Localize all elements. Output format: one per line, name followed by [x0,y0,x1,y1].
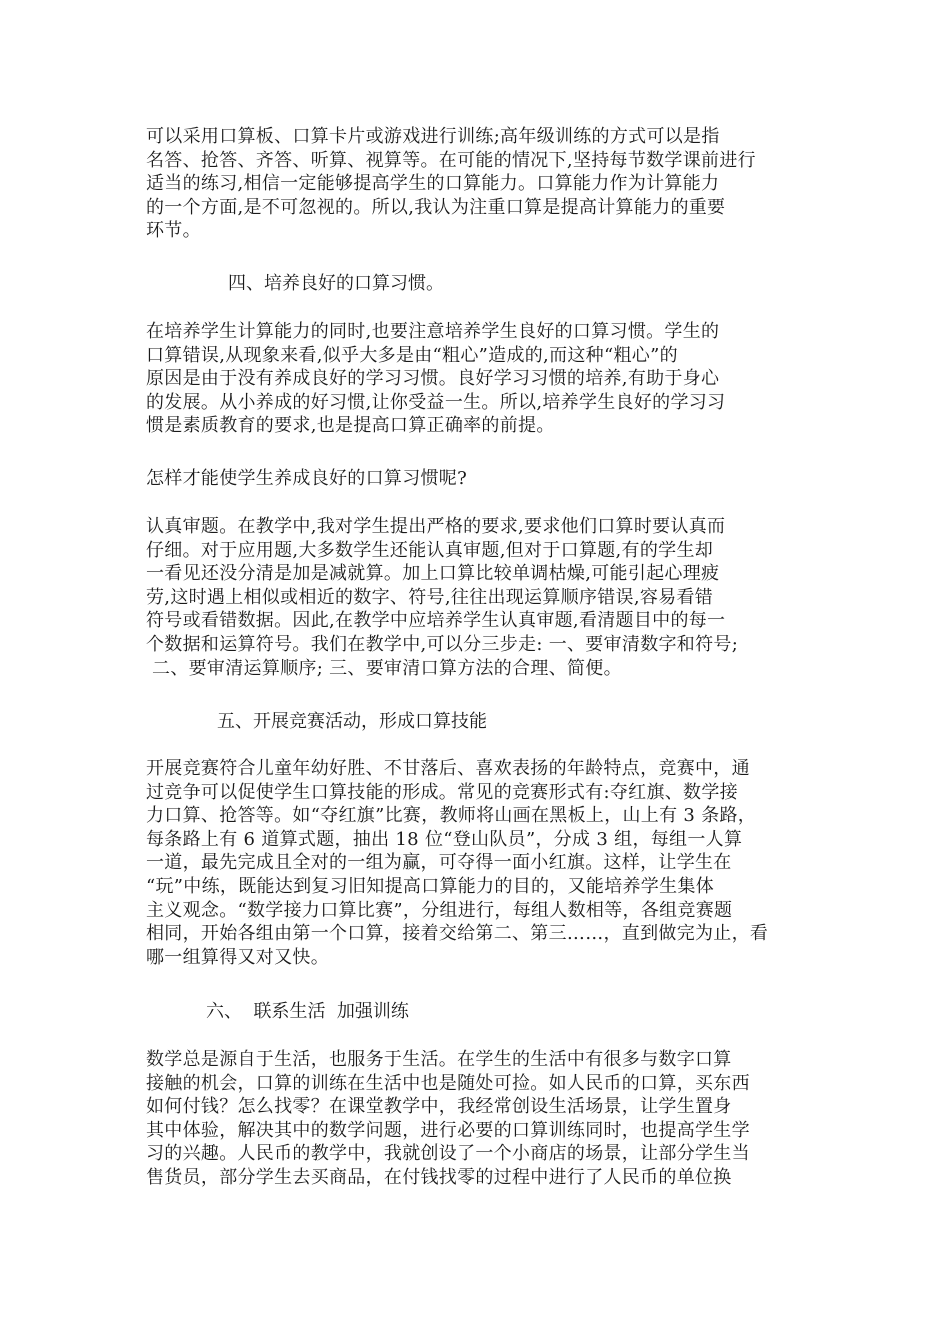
text-line: 其中体验，解决其中的数学问题，进行必要的口算训练同时，也提高学生学 [146,1119,750,1141]
text-line: 一道，最先完成且全对的一组为赢，可夺得一面小红旗。这样，让学生在 [146,852,732,874]
text-line: 仔细。对于应用题,大多数学生还能认真审题,但对于口算题,有的学生却 [146,539,714,561]
text-line: 过竞争可以促使学生口算技能的形成。常见的竞赛形式有:夺红旗、数学接 [146,781,738,803]
text-line: 原因是由于没有养成良好的学习习惯。良好学习习惯的培养,有助于身心 [146,368,720,390]
section-heading-4: 四、培养良好的口算习惯。 [228,273,444,294]
text-line: 每条路上有 6 道算式题，抽出 18 位“登山队员”，分成 3 组，每组一人算 [146,828,743,850]
text-line: 接触的机会，口算的训练在生活中也是随处可捡。如人民币的口算，买东西 [146,1072,750,1094]
text-line: 的一个方面,是不可忽视的。所以,我认为注重口算是提高计算能力的重要 [146,196,726,218]
paragraph-2 [146,320,814,438]
text-line: 开展竞赛符合儿童年幼好胜、不甘落后、喜欢表扬的年龄特点，竞赛中，通 [146,758,750,779]
text-line: 的发展。从小养成的好习惯,让你受益一生。所以,培养学生良好的学习习 [146,391,726,413]
text-line: 环节。 [146,220,201,242]
text-line: 习的兴趣。人民币的教学中，我就创设了一个小商店的场景，让部分学生当 [146,1143,750,1165]
text-line: 数学总是源自于生活，也服务于生活。在学生的生活中有很多与数字口算 [146,1049,732,1070]
text-line: 哪一组算得又对又快。 [146,946,329,968]
text-line: 惯是素质教育的要求,也是提高口算正确率的前提。 [146,415,555,437]
text-line: 一看见还没分清是加是减就算。加上口算比较单调枯燥,可能引起心理疲 [146,563,720,585]
section-heading-6: 六、 联系生活 加强训练 [206,1001,409,1022]
text-line: 相同，开始各组由第一个口算，接着交给第二、第三……，直到做完为止，看 [146,923,769,945]
text-line: 在培养学生计算能力的同时,也要注意培养学生良好的口算习惯。学生的 [146,321,720,342]
text-line: 怎样才能使学生养成良好的口算习惯呢? [146,468,468,489]
text-line: 个数据和运算符号。我们在教学中,可以分三步走: 一、要审清数字和符号; [146,633,739,655]
text-line: 力口算、抢答等。如“夺红旗”比赛，教师将山画在黑板上，山上有 3 条路， [146,805,757,827]
text-line: 二、要审清运算顺序; 三、要审清口算方法的合理、简便。 [146,657,622,679]
text-line: 名答、抢答、齐答、听算、视算等。在可能的情况下,坚持每节数学课前进行 [146,149,756,171]
text-line: 如何付钱？怎么找零？在课堂教学中，我经常创设生活场景，让学生置身 [146,1096,732,1118]
paragraph-5 [146,757,814,969]
text-line: 主义观念。“数学接力口算比赛”，分组进行，每组人数相等，各组竞赛题 [146,899,733,921]
text-line: 售货员，部分学生去买商品，在付钱找零的过程中进行了人民币的单位换 [146,1166,732,1188]
paragraph-6 [146,1048,814,1190]
text-line: 可以采用口算板、口算卡片或游戏进行训练;高年级训练的方式可以是指 [146,126,720,147]
text-line: 口算错误,从现象来看,似乎大多是由“粗心”造成的,而这种“粗心”的 [146,344,678,366]
text-line: 认真审题。在教学中,我对学生提出严格的要求,要求他们口算时要认真而 [146,516,726,537]
paragraph-1 [146,125,814,243]
paragraph-4 [146,515,814,680]
text-line: “玩”中练，既能达到复习旧知提高口算能力的目的，又能培养学生集体 [146,875,715,897]
section-heading-5: 五、开展竞赛活动，形成口算技能 [217,711,487,732]
text-line: 劳,这时遇上相似或相近的数字、符号,往往出现运算顺序错误,容易看错 [146,586,714,608]
text-line: 符号或看错数据。因此,在教学中应培养学生认真审题,看清题目中的每一 [146,610,726,632]
paragraph-3 [146,467,814,491]
text-line: 适当的练习,相信一定能够提高学生的口算能力。口算能力作为计算能力 [146,173,720,195]
